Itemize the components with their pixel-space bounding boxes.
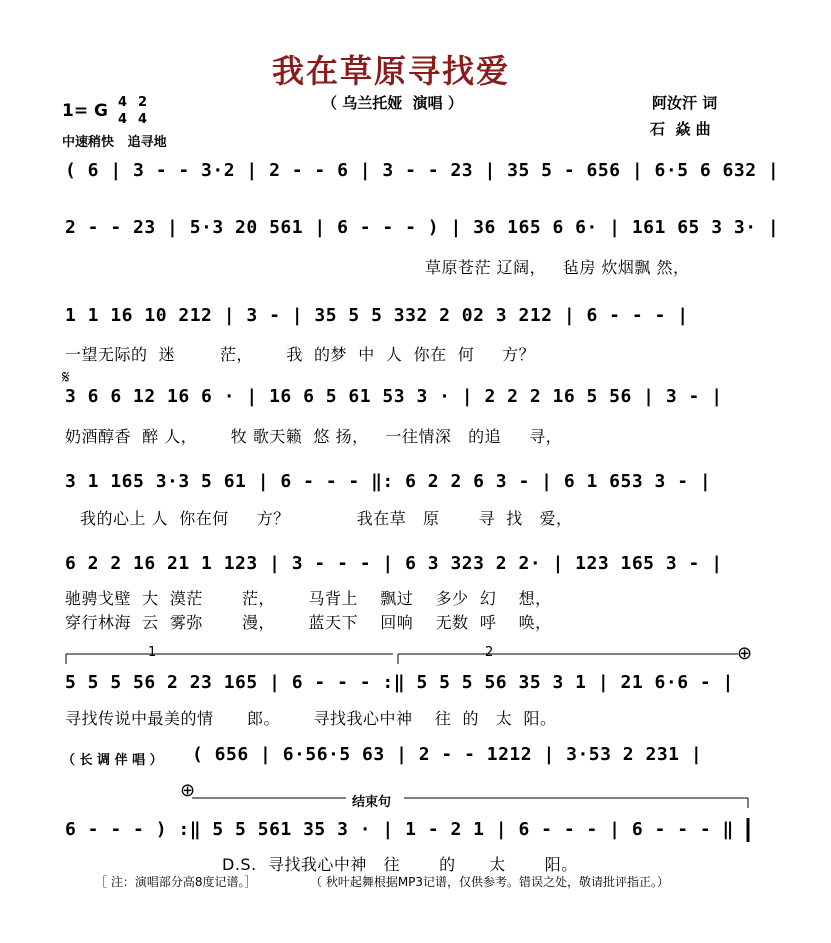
lyric-line: D.S. 寻找我心中神 往 的 太 阳。 xyxy=(222,855,578,874)
lyric-line: 奶酒醇香 醉 人， 牧 歌天籁 悠 扬， 一往情深 的追 寻， xyxy=(65,427,563,446)
lyricist: 阿汝汗 词 xyxy=(652,94,718,112)
volta-1-number: 1 xyxy=(148,645,157,660)
coda-sign: ⊕ xyxy=(180,780,196,801)
notation-row: 6 - - - ) :‖ 5 5 561 35 3 · | 1 - 2 1 | 6 - - - | 6 - - - ‖ xyxy=(65,819,734,840)
ending-label: 结束句 xyxy=(352,795,392,810)
lyric-line: 草原苍茫 辽阔， 毡房 炊烟飘 然， xyxy=(425,258,690,277)
notation-row: 5 5 5 56 2 23 165 | 6 - - - :‖ 5 5 5 56 35 3 1 | 21 6·6 - | xyxy=(65,672,734,693)
time-signature-1-bottom: 4 xyxy=(118,112,128,127)
notation-row: 2 - - 23 | 5·3 20 561 | 6 - - - ) | 36 165 6 6· | 161 65 3 3· | xyxy=(65,217,780,238)
notation-row: 3 6 6 12 16 6 · | 16 6 5 61 53 3 · | 2 2 2 16 5 56 | 3 - | xyxy=(65,386,723,407)
lyric-line: 一望无际的 迷 茫， 我 的梦 中 人 你在 何 方？ xyxy=(65,345,536,364)
footer-note-right: （ 秋叶起舞根据MP3记谱，仅供参考。错误之处，敬请批评指正。） xyxy=(310,875,670,889)
time-signature-2-bottom: 4 xyxy=(138,112,148,127)
notation-row: ( 656 | 6·56·5 63 | 2 - - 1212 | 3·53 2 231 | xyxy=(192,744,703,765)
song-title: 我在草原寻找爱 xyxy=(272,52,511,90)
volta-2-number: 2 xyxy=(485,645,494,660)
coda-sign: ⊕ xyxy=(737,643,753,664)
key-signature: 1= G xyxy=(62,101,108,121)
segno-sign: 𝄋 xyxy=(62,367,70,388)
lyric-line: 穿行林海 云 雾弥 漫， 蓝天下 回响 无数 呼 唤， xyxy=(65,613,552,632)
time-signature-2-top: 2 xyxy=(138,95,148,110)
tempo-marking: 中速稍快 追寻地 xyxy=(62,135,167,150)
footer-note-left: ［ 注：演唱部分高8度记谱。］ xyxy=(95,875,257,889)
lyric-line: 我的心上 人 你在何 方？ 我在草 原 寻 找 爱， xyxy=(80,509,573,528)
lyric-line: 驰骋戈壁 大 漠茫 茫， 马背上 飘过 多少 幻 想， xyxy=(65,589,552,608)
singer-line: （ 乌兰托娅 演唱 ） xyxy=(322,94,463,112)
time-signature-1-top: 4 xyxy=(118,95,128,110)
notation-row: 3 1 165 3·3 5 61 | 6 - - - ‖: 6 2 2 6 3 - | 6 1 653 3 - | xyxy=(65,471,712,492)
notation-row: 1 1 16 10 212 | 3 - | 35 5 5 332 2 02 3 212 | 6 - - - | xyxy=(65,305,689,326)
lyric-line: 寻找传说中最美的情 郎。 寻找我心中神 往 的 太 阳。 xyxy=(65,709,557,728)
notation-row: ( 6 | 3 - - 3·2 | 2 - - 6 | 3 - - 23 | 35 5 - 656 | 6·5 6 632 | xyxy=(65,160,780,181)
composer: 石 焱 曲 xyxy=(650,120,711,138)
notation-row: 6 2 2 16 21 1 123 | 3 - - - | 6 3 323 2 2· | 123 165 3 - | xyxy=(65,553,723,574)
long-accompaniment-label: （ 长 调 伴 唱 ） xyxy=(62,753,163,768)
